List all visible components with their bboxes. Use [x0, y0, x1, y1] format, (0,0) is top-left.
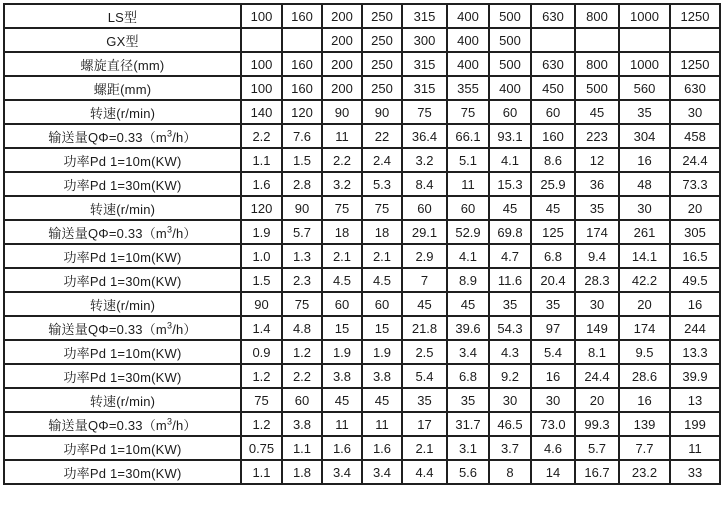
value-cell: 223	[575, 124, 619, 148]
value-cell: 75	[447, 100, 489, 124]
value-cell: 250	[362, 52, 402, 76]
value-cell: 35	[619, 100, 670, 124]
value-cell: 1.5	[241, 268, 282, 292]
value-cell: 20	[575, 388, 619, 412]
value-cell: 66.1	[447, 124, 489, 148]
value-cell: 800	[575, 52, 619, 76]
value-cell: 45	[362, 388, 402, 412]
value-cell: 35	[447, 388, 489, 412]
value-cell: 560	[619, 76, 670, 100]
row-label: 转速(r/min)	[4, 388, 241, 412]
value-cell: 60	[489, 100, 531, 124]
value-cell: 11	[362, 412, 402, 436]
value-cell: 49.5	[670, 268, 720, 292]
value-cell: 5.6	[447, 460, 489, 484]
value-cell: 60	[402, 196, 447, 220]
value-cell: 75	[402, 100, 447, 124]
row-label: 输送量$Q\Phi=0.33(m^3/h)$	[4, 124, 241, 148]
value-cell: 12	[575, 148, 619, 172]
value-cell: 630	[670, 76, 720, 100]
value-cell: 1000	[619, 52, 670, 76]
value-cell: 160	[531, 124, 575, 148]
value-cell	[575, 28, 619, 52]
value-cell: 36.4	[402, 124, 447, 148]
value-cell: 13	[670, 388, 720, 412]
value-cell: 1.3	[282, 244, 322, 268]
value-cell: 2.8	[282, 172, 322, 196]
value-cell: 125	[531, 220, 575, 244]
value-cell: 16.5	[670, 244, 720, 268]
row-label: 转速(r/min)	[4, 196, 241, 220]
value-cell: 75	[241, 388, 282, 412]
value-cell: 3.2	[402, 148, 447, 172]
row-label: 输送量$Q\Phi=0.33(m^3/h)$	[4, 220, 241, 244]
value-cell: 1.6	[322, 436, 362, 460]
value-cell: 4.1	[447, 244, 489, 268]
value-cell: 200	[322, 76, 362, 100]
value-cell: 3.8	[322, 364, 362, 388]
value-cell: 0.9	[241, 340, 282, 364]
value-cell: 21.8	[402, 316, 447, 340]
value-cell: 500	[489, 28, 531, 52]
value-cell: 1.9	[241, 220, 282, 244]
value-cell	[241, 28, 282, 52]
value-cell: 2.1	[402, 436, 447, 460]
row-label: 功率Pd 1=30m(KW)	[4, 268, 241, 292]
value-cell: 14.1	[619, 244, 670, 268]
value-cell: 9.2	[489, 364, 531, 388]
value-cell: 35	[575, 196, 619, 220]
value-cell: 4.5	[362, 268, 402, 292]
value-cell: 200	[322, 4, 362, 28]
row-label: 螺旋直径(mm)	[4, 52, 241, 76]
value-cell: 4.4	[402, 460, 447, 484]
value-cell: 315	[402, 52, 447, 76]
value-cell: 140	[241, 100, 282, 124]
value-cell: 90	[322, 100, 362, 124]
value-cell: 11.6	[489, 268, 531, 292]
table-row	[4, 4, 720, 28]
row-label: GX型	[4, 28, 241, 52]
value-cell: 300	[402, 28, 447, 52]
value-cell: 5.4	[402, 364, 447, 388]
value-cell: 3.4	[322, 460, 362, 484]
value-cell: 5.7	[575, 436, 619, 460]
value-cell: 28.3	[575, 268, 619, 292]
value-cell: 199	[670, 412, 720, 436]
row-label: 螺距(mm)	[4, 76, 241, 100]
value-cell: 5.3	[362, 172, 402, 196]
value-cell: 8.4	[402, 172, 447, 196]
value-cell: 30	[619, 196, 670, 220]
value-cell: 24.4	[670, 148, 720, 172]
value-cell: 35	[402, 388, 447, 412]
value-cell: 4.3	[489, 340, 531, 364]
value-cell: 1.1	[282, 436, 322, 460]
value-cell: 52.9	[447, 220, 489, 244]
value-cell: 3.2	[322, 172, 362, 196]
value-cell: 1.6	[362, 436, 402, 460]
value-cell: 450	[531, 76, 575, 100]
value-cell: 500	[489, 4, 531, 28]
table-row	[4, 436, 720, 460]
value-cell: 305	[670, 220, 720, 244]
value-cell: 60	[362, 292, 402, 316]
value-cell: 39.6	[447, 316, 489, 340]
table-row	[4, 244, 720, 268]
value-cell: 30	[489, 388, 531, 412]
row-label: 功率Pd 1=10m(KW)	[4, 436, 241, 460]
value-cell: 304	[619, 124, 670, 148]
value-cell: 2.2	[322, 148, 362, 172]
value-cell: 160	[282, 76, 322, 100]
value-cell: 16	[531, 364, 575, 388]
value-cell: 3.7	[489, 436, 531, 460]
value-cell: 400	[489, 76, 531, 100]
value-cell: 93.1	[489, 124, 531, 148]
value-cell: 99.3	[575, 412, 619, 436]
value-cell: 11	[447, 172, 489, 196]
value-cell: 28.6	[619, 364, 670, 388]
value-cell: 2.1	[362, 244, 402, 268]
row-label: 功率Pd 1=10m(KW)	[4, 148, 241, 172]
table-row	[4, 28, 720, 52]
value-cell: 33	[670, 460, 720, 484]
value-cell: 29.1	[402, 220, 447, 244]
value-cell: 24.4	[575, 364, 619, 388]
value-cell: 120	[241, 196, 282, 220]
value-cell: 7.6	[282, 124, 322, 148]
value-cell: 2.3	[282, 268, 322, 292]
value-cell: 2.4	[362, 148, 402, 172]
value-cell: 244	[670, 316, 720, 340]
value-cell: 4.8	[282, 316, 322, 340]
value-cell: 100	[241, 52, 282, 76]
value-cell: 261	[619, 220, 670, 244]
value-cell: 90	[282, 196, 322, 220]
value-cell: 97	[531, 316, 575, 340]
value-cell: 315	[402, 76, 447, 100]
value-cell: 2.2	[282, 364, 322, 388]
value-cell: 8.6	[531, 148, 575, 172]
value-cell: 250	[362, 4, 402, 28]
value-cell: 100	[241, 4, 282, 28]
value-cell: 30	[531, 388, 575, 412]
value-cell: 2.5	[402, 340, 447, 364]
value-cell: 630	[531, 4, 575, 28]
value-cell: 149	[575, 316, 619, 340]
value-cell: 22	[362, 124, 402, 148]
table-row	[4, 220, 720, 244]
value-cell: 355	[447, 76, 489, 100]
value-cell: 200	[322, 52, 362, 76]
value-cell: 160	[282, 52, 322, 76]
value-cell: 458	[670, 124, 720, 148]
value-cell: 0.75	[241, 436, 282, 460]
value-cell: 25.9	[531, 172, 575, 196]
value-cell: 3.4	[362, 460, 402, 484]
value-cell: 8.9	[447, 268, 489, 292]
value-cell: 5.4	[531, 340, 575, 364]
value-cell: 7	[402, 268, 447, 292]
value-cell: 73.3	[670, 172, 720, 196]
value-cell: 3.8	[282, 412, 322, 436]
table-row	[4, 124, 720, 148]
value-cell: 4.7	[489, 244, 531, 268]
value-cell: 3.8	[362, 364, 402, 388]
value-cell: 400	[447, 28, 489, 52]
table-body	[4, 4, 720, 484]
value-cell: 90	[241, 292, 282, 316]
table-row	[4, 316, 720, 340]
row-label: 转速(r/min)	[4, 100, 241, 124]
value-cell: 31.7	[447, 412, 489, 436]
value-cell: 5.1	[447, 148, 489, 172]
value-cell: 20.4	[531, 268, 575, 292]
value-cell: 630	[531, 52, 575, 76]
value-cell: 1.2	[241, 364, 282, 388]
value-cell: 4.5	[322, 268, 362, 292]
value-cell: 16	[619, 148, 670, 172]
value-cell: 1.2	[282, 340, 322, 364]
value-cell: 15	[322, 316, 362, 340]
value-cell: 6.8	[531, 244, 575, 268]
value-cell: 8.1	[575, 340, 619, 364]
value-cell: 17	[402, 412, 447, 436]
value-cell: 18	[362, 220, 402, 244]
table-row	[4, 412, 720, 436]
table-row	[4, 196, 720, 220]
value-cell: 2.9	[402, 244, 447, 268]
value-cell: 45	[489, 196, 531, 220]
value-cell: 6.8	[447, 364, 489, 388]
row-label: 输送量$Q\Phi=0.33(m^3/h)$	[4, 412, 241, 436]
value-cell: 11	[322, 124, 362, 148]
value-cell	[670, 28, 720, 52]
value-cell: 500	[489, 52, 531, 76]
table-row	[4, 172, 720, 196]
table-row	[4, 340, 720, 364]
value-cell: 2.1	[322, 244, 362, 268]
value-cell: 400	[447, 52, 489, 76]
value-cell: 2.2	[241, 124, 282, 148]
value-cell: 60	[447, 196, 489, 220]
table-row	[4, 460, 720, 484]
value-cell: 1.1	[241, 460, 282, 484]
value-cell: 3.1	[447, 436, 489, 460]
table-row	[4, 52, 720, 76]
value-cell: 20	[670, 196, 720, 220]
value-cell: 16	[619, 388, 670, 412]
row-label: 功率Pd 1=30m(KW)	[4, 364, 241, 388]
value-cell: 1.9	[322, 340, 362, 364]
table-row	[4, 268, 720, 292]
value-cell: 75	[362, 196, 402, 220]
value-cell: 174	[619, 316, 670, 340]
table-row	[4, 100, 720, 124]
row-label: 转速(r/min)	[4, 292, 241, 316]
value-cell: 23.2	[619, 460, 670, 484]
value-cell: 15.3	[489, 172, 531, 196]
value-cell: 90	[362, 100, 402, 124]
value-cell: 15	[362, 316, 402, 340]
value-cell: 73.0	[531, 412, 575, 436]
value-cell: 45	[322, 388, 362, 412]
value-cell	[282, 28, 322, 52]
value-cell: 13.3	[670, 340, 720, 364]
value-cell: 36	[575, 172, 619, 196]
value-cell: 45	[531, 196, 575, 220]
value-cell: 174	[575, 220, 619, 244]
value-cell: 45	[447, 292, 489, 316]
value-cell: 5.7	[282, 220, 322, 244]
value-cell: 1.0	[241, 244, 282, 268]
value-cell: 39.9	[670, 364, 720, 388]
value-cell: 9.5	[619, 340, 670, 364]
value-cell: 16	[670, 292, 720, 316]
row-label: LS型	[4, 4, 241, 28]
value-cell: 1.8	[282, 460, 322, 484]
value-cell: 35	[489, 292, 531, 316]
value-cell: 100	[241, 76, 282, 100]
row-label: 功率Pd 1=10m(KW)	[4, 244, 241, 268]
table-row	[4, 292, 720, 316]
value-cell: 7.7	[619, 436, 670, 460]
value-cell: 16.7	[575, 460, 619, 484]
value-cell: 3.4	[447, 340, 489, 364]
table-row	[4, 148, 720, 172]
value-cell: 250	[362, 76, 402, 100]
value-cell: 45	[402, 292, 447, 316]
table-row	[4, 388, 720, 412]
value-cell: 30	[575, 292, 619, 316]
value-cell: 18	[322, 220, 362, 244]
row-label: 功率Pd 1=10m(KW)	[4, 340, 241, 364]
value-cell: 800	[575, 4, 619, 28]
value-cell: 20	[619, 292, 670, 316]
value-cell: 200	[322, 28, 362, 52]
value-cell: 75	[282, 292, 322, 316]
value-cell: 60	[322, 292, 362, 316]
value-cell: 14	[531, 460, 575, 484]
value-cell: 315	[402, 4, 447, 28]
value-cell: 46.5	[489, 412, 531, 436]
value-cell: 1250	[670, 4, 720, 28]
value-cell: 4.6	[531, 436, 575, 460]
value-cell: 500	[575, 76, 619, 100]
value-cell: 1.5	[282, 148, 322, 172]
value-cell: 1.4	[241, 316, 282, 340]
value-cell: 1.6	[241, 172, 282, 196]
value-cell: 35	[531, 292, 575, 316]
value-cell: 60	[531, 100, 575, 124]
value-cell: 54.3	[489, 316, 531, 340]
row-label: 功率Pd 1=30m(KW)	[4, 460, 241, 484]
value-cell: 400	[447, 4, 489, 28]
value-cell: 250	[362, 28, 402, 52]
value-cell: 1.1	[241, 148, 282, 172]
value-cell: 120	[282, 100, 322, 124]
value-cell	[619, 28, 670, 52]
value-cell: 4.1	[489, 148, 531, 172]
value-cell: 160	[282, 4, 322, 28]
table-row	[4, 76, 720, 100]
value-cell: 69.8	[489, 220, 531, 244]
value-cell: 75	[322, 196, 362, 220]
value-cell: 9.4	[575, 244, 619, 268]
value-cell: 45	[575, 100, 619, 124]
value-cell	[531, 28, 575, 52]
row-label: 输送量$Q\Phi=0.33(m^3/h)$	[4, 316, 241, 340]
table-row	[4, 364, 720, 388]
value-cell: 30	[670, 100, 720, 124]
value-cell: 1.2	[241, 412, 282, 436]
value-cell: 139	[619, 412, 670, 436]
value-cell: 11	[670, 436, 720, 460]
screw-conveyor-spec-table	[3, 3, 721, 485]
value-cell: 42.2	[619, 268, 670, 292]
value-cell: 60	[282, 388, 322, 412]
row-label: 功率Pd 1=30m(KW)	[4, 172, 241, 196]
value-cell: 8	[489, 460, 531, 484]
value-cell: 48	[619, 172, 670, 196]
value-cell: 1.9	[362, 340, 402, 364]
value-cell: 1000	[619, 4, 670, 28]
value-cell: 1250	[670, 52, 720, 76]
value-cell: 11	[322, 412, 362, 436]
